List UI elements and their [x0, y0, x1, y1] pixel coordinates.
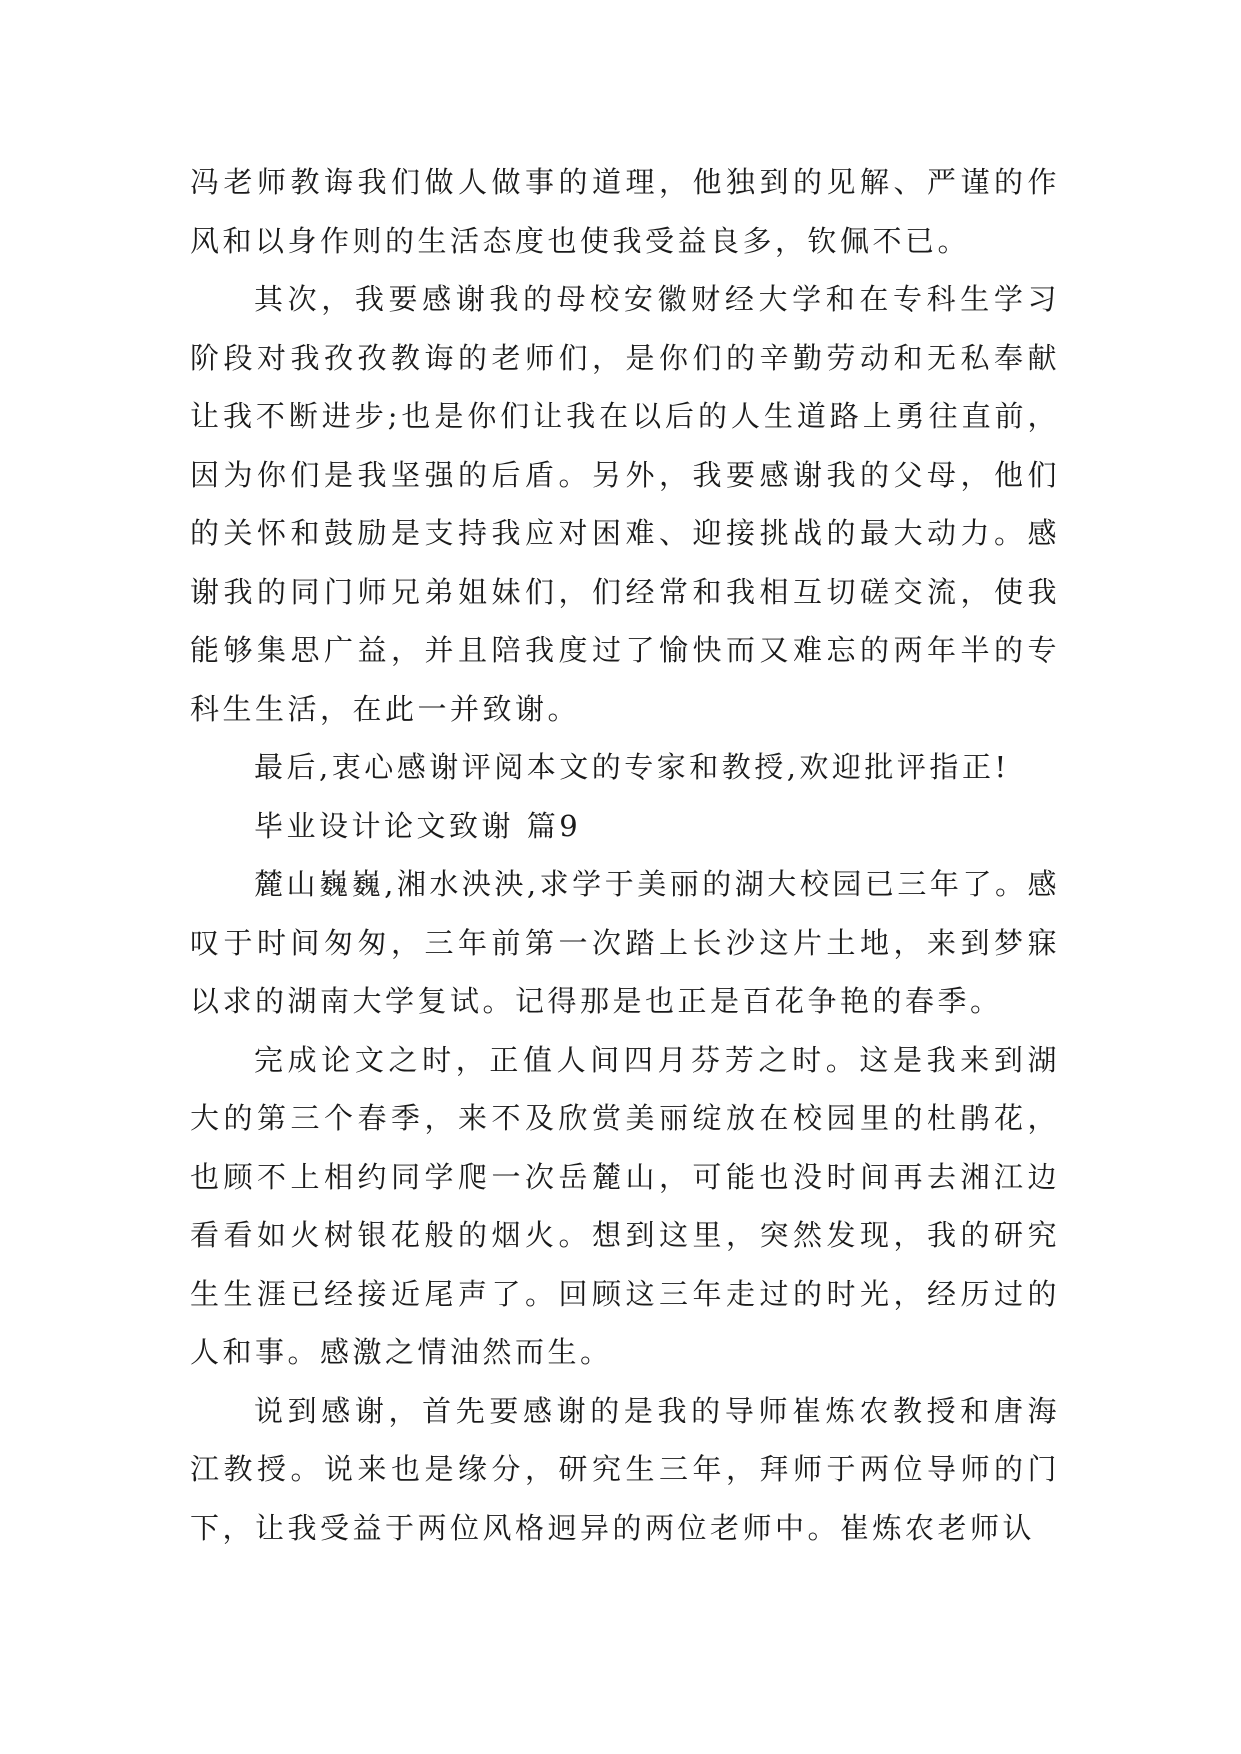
paragraph-reflection: 完成论文之时，正值人间四月芬芳之时。这是我来到湖大的第三个春季，来不及欣赏美丽绽放在校园里的杜鹃花，也顾不上相约同学爬一次岳麓山，可能也没时间再去湘江边看看如火树银花般的烟火。想到这里，突然发现，我的研究生生涯已经接近尾声了。回顾这三年走过的时光，经历过的人和事。感激之情油然而生。: [190, 1042, 1060, 1369]
document-body: [190, 153, 1060, 1557]
section-heading: 毕业设计论文致谢 篇9: [254, 808, 582, 843]
paragraph-intro: 麓山巍巍,湘水泱泱,求学于美丽的湖大校园已三年了。感叹于时间匆匆，三年前第一次踏上长沙这片土地，来到梦寐以求的湖南大学复试。记得那是也正是百花争艳的春季。: [190, 867, 1060, 1018]
paragraph-continuation: 冯老师教诲我们做人做事的道理，他独到的见解、严谨的作风和以身作则的生活态度也使我受益良多，钦佩不已。: [190, 165, 1060, 258]
paragraph-thanks-school-family: 其次，我要感谢我的母校安徽财经大学和在专科生学习阶段对我孜孜教诲的老师们，是你们的辛勤劳动和无私奉献让我不断进步;也是你们让我在以后的人生道路上勇往直前，因为你们是我坚强的后盾。另外，我要感谢我的父母，他们的关怀和鼓励是支持我应对困难、迎接挑战的最大动力。感谢我的同门师兄弟姐妹们，们经常和我相互切磋交流，使我能够集思广益，并且陪我度过了愉快而又难忘的两年半的专科生生活，在此一并致谢。: [190, 282, 1060, 726]
paragraph-closing-thanks: 最后,衷心感谢评阅本文的专家和教授,欢迎批评指正!: [254, 750, 1010, 784]
paragraph-thanks-supervisors: 说到感谢，首先要感谢的是我的导师崔炼农教授和唐海江教授。说来也是缘分，研究生三年，拜师于两位导师的门下，让我受益于两位风格迥异的两位老师中。崔炼农老师认: [190, 1393, 1060, 1545]
